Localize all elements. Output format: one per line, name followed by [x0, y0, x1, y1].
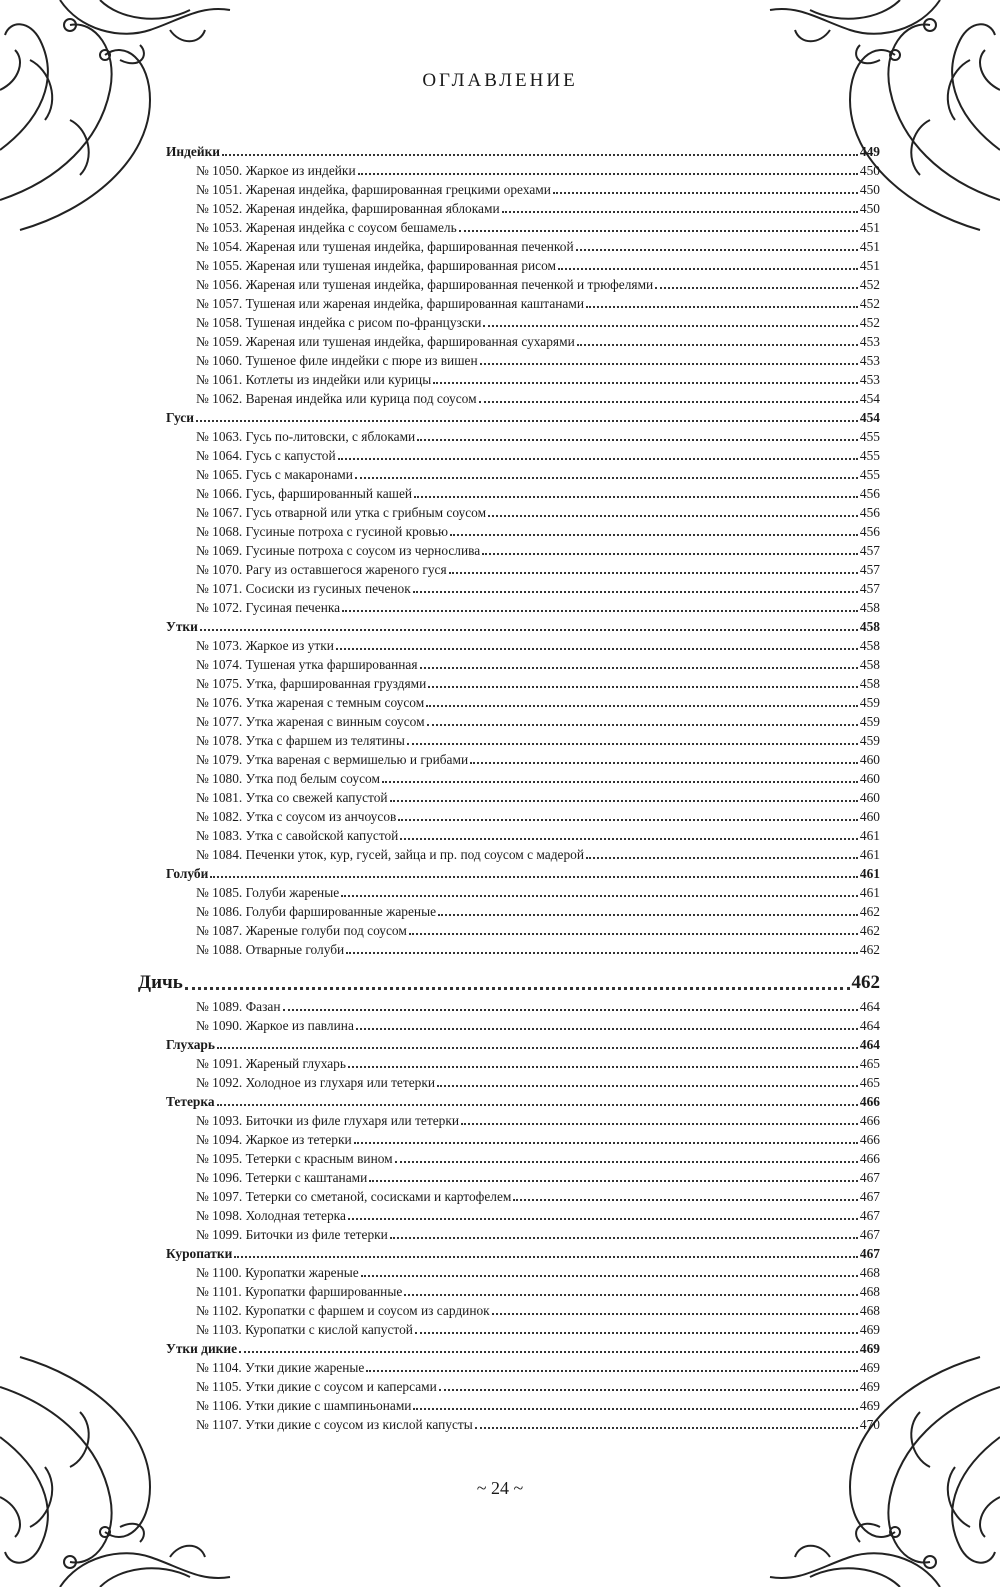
toc-entry: [138, 522, 880, 541]
toc-entry-label: № 1079. Утка вареная с вермишелью и грибами: [196, 752, 469, 767]
dot-leader: [558, 268, 858, 270]
page-title: ОГЛАВЛЕНИЕ: [422, 70, 578, 91]
toc-entry-label: № 1081. Утка со свежей капустой: [196, 790, 388, 805]
toc-entry-page: 458: [859, 676, 880, 691]
toc-entry-label: № 1101. Куропатки фаршированные: [196, 1284, 403, 1299]
dot-leader: [414, 496, 858, 498]
toc-entry-label: № 1062. Вареная индейка или курица под соусом: [196, 391, 477, 406]
dot-leader: [369, 1180, 858, 1182]
toc-entry: [138, 218, 880, 237]
toc-entry: [138, 1168, 880, 1187]
toc-entry-page: 451: [859, 220, 880, 235]
toc-entry: [138, 598, 880, 617]
dot-leader: [513, 1199, 858, 1201]
dot-leader: [427, 724, 858, 726]
toc-entry: [138, 845, 880, 864]
toc-entry: [138, 693, 880, 712]
dot-leader: [366, 1370, 858, 1372]
dot-leader: [390, 800, 858, 802]
dot-leader: [217, 1047, 858, 1049]
toc-entry-label: Гуси: [166, 410, 194, 425]
toc-entry: [138, 1111, 880, 1130]
toc-entry-page: 467: [859, 1208, 880, 1223]
toc-entry-page: 469: [859, 1398, 880, 1413]
toc-entry-page: 470: [859, 1417, 880, 1432]
toc-entry: [138, 541, 880, 560]
dot-leader: [283, 1009, 858, 1011]
toc-category: [138, 1244, 880, 1263]
toc-entry-page: 452: [859, 277, 880, 292]
toc-entry: [138, 1073, 880, 1092]
dot-leader: [482, 553, 858, 555]
toc-entry: [138, 883, 880, 902]
dot-leader: [413, 591, 858, 593]
toc-entry: [138, 807, 880, 826]
toc-entry-label: № 1083. Утка с савойской капустой: [196, 828, 399, 843]
toc-entry-page: 460: [859, 771, 880, 786]
dot-leader: [492, 1313, 858, 1315]
toc-entry: [138, 1320, 880, 1339]
toc-entry-page: 462: [851, 972, 880, 993]
toc-entry: [138, 389, 880, 408]
toc-entry: [138, 161, 880, 180]
toc-entry: [138, 1016, 880, 1035]
toc-entry: [138, 731, 880, 750]
toc-entry-label: № 1065. Гусь с макаронами: [196, 467, 353, 482]
toc-entry-label: № 1090. Жаркое из павлина: [196, 1018, 354, 1033]
toc-entry: [138, 826, 880, 845]
toc-entry-label: Утки дикие: [166, 1341, 238, 1356]
toc-entry-label: № 1103. Куропатки с кислой капустой: [196, 1322, 413, 1337]
toc-entry: [138, 769, 880, 788]
toc-entry-label: № 1094. Жаркое из тетерки: [196, 1132, 352, 1147]
toc-entry: [138, 332, 880, 351]
toc-entry-label: № 1102. Куропатки с фаршем и соусом из сардинок: [196, 1303, 490, 1318]
toc-entry-label: № 1059. Жареная или тушеная индейка, фаршированная сухарями: [196, 334, 575, 349]
dot-leader: [409, 933, 858, 935]
dot-leader: [407, 743, 858, 745]
toc-entry-page: 467: [859, 1246, 880, 1261]
toc-entry-label: № 1056. Жареная или тушеная индейка, фаршированная печенкой и трюфелями: [196, 277, 654, 292]
toc-entry-label: № 1070. Рагу из оставшегося жареного гуся: [196, 562, 447, 577]
dot-leader: [479, 401, 858, 403]
dot-leader: [415, 1332, 858, 1334]
toc-entry-label: № 1107. Утки дикие с соусом из кислой капусты: [196, 1417, 473, 1432]
toc-entry-page: 459: [859, 714, 880, 729]
toc-entry-label: № 1061. Котлеты из индейки или курицы: [196, 372, 432, 387]
page-number: ~ 24 ~: [476, 1478, 524, 1498]
dot-leader: [437, 1085, 858, 1087]
toc-entry-page: 466: [859, 1132, 880, 1147]
toc-category: [138, 1035, 880, 1054]
dot-leader: [553, 192, 858, 194]
toc-entry-page: 457: [859, 562, 880, 577]
toc-entry-label: № 1088. Отварные голуби: [196, 942, 345, 957]
toc-entry: [138, 1358, 880, 1377]
toc-entry: [138, 1149, 880, 1168]
table-of-contents: [138, 142, 880, 1434]
toc-entry-label: № 1067. Гусь отварной или утка с грибным соусом: [196, 505, 487, 520]
toc-entry: [138, 636, 880, 655]
toc-entry: [138, 1396, 880, 1415]
toc-entry-label: № 1054. Жареная или тушеная индейка, фаршированная печенкой: [196, 239, 574, 254]
toc-entry-page: 467: [859, 1170, 880, 1185]
toc-entry-page: 455: [859, 467, 880, 482]
toc-entry: [138, 351, 880, 370]
toc-entry-label: № 1106. Утки дикие с шампиньонами: [196, 1398, 412, 1413]
dot-leader: [217, 1104, 858, 1106]
dot-leader: [390, 1237, 858, 1239]
toc-entry-label: Утки: [166, 619, 198, 634]
toc-entry-page: 460: [859, 790, 880, 805]
toc-entry: [138, 465, 880, 484]
toc-entry-label: № 1063. Гусь по-литовски, с яблоками: [196, 429, 416, 444]
toc-entry-label: Индейки: [166, 144, 220, 159]
toc-entry-page: 459: [859, 733, 880, 748]
dot-leader: [586, 857, 858, 859]
toc-entry-label: № 1091. Жареный глухарь: [196, 1056, 346, 1071]
toc-entry-label: № 1089. Фазан: [196, 999, 281, 1014]
dot-leader: [480, 363, 858, 365]
toc-entry-label: № 1092. Холодное из глухаря или тетерки: [196, 1075, 436, 1090]
toc-entry-page: 469: [859, 1379, 880, 1394]
toc-entry: [138, 370, 880, 389]
toc-entry-page: 469: [859, 1322, 880, 1337]
dot-leader: [576, 249, 858, 251]
dot-leader: [655, 287, 858, 289]
dot-leader: [348, 1066, 858, 1068]
dot-leader: [417, 439, 858, 441]
toc-entry: [138, 199, 880, 218]
toc-section: [138, 969, 880, 997]
dot-leader: [404, 1294, 858, 1296]
toc-entry-page: 451: [859, 258, 880, 273]
toc-entry-page: 458: [859, 638, 880, 653]
dot-leader: [185, 987, 850, 990]
dot-leader: [398, 819, 858, 821]
toc-entry: [138, 446, 880, 465]
toc-entry: [138, 484, 880, 503]
toc-entry: [138, 1263, 880, 1282]
toc-entry-label: № 1082. Утка с соусом из анчоусов: [196, 809, 397, 824]
toc-entry-label: Голуби: [166, 866, 209, 881]
toc-entry-page: 452: [859, 296, 880, 311]
toc-entry: [138, 579, 880, 598]
toc-entry-page: 451: [859, 239, 880, 254]
toc-category: [138, 1092, 880, 1111]
toc-entry-label: № 1076. Утка жареная с темным соусом: [196, 695, 425, 710]
toc-category: [138, 617, 880, 636]
toc-entry-page: 453: [859, 372, 880, 387]
toc-entry-label: Глухарь: [166, 1037, 215, 1052]
dot-leader: [502, 211, 858, 213]
dot-leader: [356, 1028, 858, 1030]
toc-entry-page: 449: [859, 144, 880, 159]
dot-leader: [355, 477, 858, 479]
toc-entry-label: № 1098. Холодная тетерка: [196, 1208, 346, 1223]
toc-entry-label: № 1074. Тушеная утка фаршированная: [196, 657, 418, 672]
dot-leader: [470, 762, 858, 764]
toc-entry-page: 462: [859, 942, 880, 957]
toc-entry-label: № 1053. Жареная индейка с соусом бешамель: [196, 220, 457, 235]
dot-leader: [488, 515, 858, 517]
toc-entry-page: 461: [859, 828, 880, 843]
dot-leader: [382, 781, 858, 783]
toc-entry-label: № 1099. Биточки из филе тетерки: [196, 1227, 388, 1242]
dot-leader: [346, 952, 858, 954]
toc-entry-page: 464: [859, 1018, 880, 1033]
toc-entry-page: 453: [859, 334, 880, 349]
toc-entry-page: 455: [859, 429, 880, 444]
toc-entry-page: 456: [859, 505, 880, 520]
toc-entry-page: 459: [859, 695, 880, 710]
toc-category: [138, 864, 880, 883]
dot-leader: [210, 876, 858, 878]
toc-entry-page: 450: [859, 163, 880, 178]
dot-leader: [450, 534, 858, 536]
toc-entry-label: № 1087. Жареные голуби под соусом: [196, 923, 407, 938]
toc-entry-page: 468: [859, 1284, 880, 1299]
toc-entry-label: № 1073. Жаркое из утки: [196, 638, 334, 653]
toc-entry-page: 460: [859, 752, 880, 767]
dot-leader: [222, 154, 858, 156]
toc-entry-page: 458: [859, 657, 880, 672]
dot-leader: [200, 629, 858, 631]
toc-entry-page: 452: [859, 315, 880, 330]
toc-entry-page: 466: [859, 1151, 880, 1166]
toc-entry: [138, 256, 880, 275]
toc-entry-page: 464: [859, 999, 880, 1014]
toc-entry: [138, 1282, 880, 1301]
dot-leader: [428, 686, 858, 688]
dot-leader: [348, 1218, 858, 1220]
dot-leader: [400, 838, 858, 840]
toc-entry-label: № 1093. Биточки из филе глухаря или тетерки: [196, 1113, 460, 1128]
toc-entry-page: 462: [859, 923, 880, 938]
dot-leader: [483, 325, 857, 327]
toc-entry-page: 457: [859, 543, 880, 558]
toc-entry-page: 467: [859, 1227, 880, 1242]
toc-entry-page: 450: [859, 201, 880, 216]
toc-entry: [138, 1301, 880, 1320]
toc-entry-page: 469: [859, 1341, 880, 1356]
toc-entry-label: Тетерка: [166, 1094, 215, 1109]
dot-leader: [586, 306, 858, 308]
toc-entry: [138, 940, 880, 959]
dot-leader: [438, 914, 858, 916]
toc-entry: [138, 180, 880, 199]
toc-entry-page: 460: [859, 809, 880, 824]
dot-leader: [426, 705, 858, 707]
toc-entry-page: 464: [859, 1037, 880, 1052]
toc-entry-page: 461: [859, 885, 880, 900]
toc-entry: [138, 427, 880, 446]
toc-entry-label: № 1086. Голуби фаршированные жареные: [196, 904, 437, 919]
toc-entry-page: 453: [859, 353, 880, 368]
toc-entry-label: № 1058. Тушеная индейка с рисом по-французски: [196, 315, 482, 330]
dot-leader: [449, 572, 858, 574]
dot-leader: [358, 173, 858, 175]
toc-entry-label: № 1051. Жареная индейка, фаршированная грецкими орехами: [196, 182, 551, 197]
toc-entry-label: № 1072. Гусиная печенка: [196, 600, 341, 615]
toc-entry: [138, 1225, 880, 1244]
dot-leader: [342, 610, 858, 612]
toc-entry-label: № 1097. Тетерки со сметаной, сосисками и картофелем: [196, 1189, 512, 1204]
toc-entry: [138, 275, 880, 294]
toc-entry-page: 467: [859, 1189, 880, 1204]
toc-entry-page: 454: [859, 391, 880, 406]
toc-category: [138, 1339, 880, 1358]
toc-entry: [138, 674, 880, 693]
toc-entry-label: № 1077. Утка жареная с винным соусом: [196, 714, 425, 729]
toc-entry-label: № 1052. Жареная индейка, фаршированная яблоками: [196, 201, 500, 216]
toc-entry-label: № 1068. Гусиные потроха с гусиной кровью: [196, 524, 448, 539]
dot-leader: [459, 230, 858, 232]
toc-entry-page: 454: [859, 410, 880, 425]
toc-entry-page: 465: [859, 1056, 880, 1071]
toc-entry: [138, 712, 880, 731]
toc-entry-page: 456: [859, 524, 880, 539]
toc-entry-label: № 1085. Голуби жареные: [196, 885, 340, 900]
toc-entry: [138, 1377, 880, 1396]
toc-entry-label: № 1095. Тетерки с красным вином: [196, 1151, 393, 1166]
dot-leader: [420, 667, 858, 669]
toc-entry: [138, 503, 880, 522]
toc-entry-label: № 1069. Гусиные потроха с соусом из чернослива: [196, 543, 481, 558]
dot-leader: [341, 895, 858, 897]
dot-leader: [234, 1256, 858, 1258]
toc-entry-page: 462: [859, 904, 880, 919]
dot-leader: [354, 1142, 858, 1144]
toc-entry-page: 468: [859, 1265, 880, 1280]
dot-leader: [433, 382, 858, 384]
dot-leader: [439, 1389, 858, 1391]
toc-entry-label: № 1100. Куропатки жареные: [196, 1265, 359, 1280]
toc-entry-page: 466: [859, 1113, 880, 1128]
toc-entry: [138, 560, 880, 579]
toc-entry: [138, 313, 880, 332]
toc-entry: [138, 750, 880, 769]
toc-entry: [138, 1415, 880, 1434]
toc-entry-page: 461: [859, 866, 880, 881]
toc-entry-label: № 1096. Тетерки с каштанами: [196, 1170, 368, 1185]
toc-entry: [138, 237, 880, 256]
toc-entry-label: № 1060. Тушеное филе индейки с пюре из вишен: [196, 353, 478, 368]
toc-entry-label: № 1066. Гусь, фаршированный кашей: [196, 486, 413, 501]
toc-entry-page: 466: [859, 1094, 880, 1109]
toc-entry-label: № 1075. Утка, фаршированная груздями: [196, 676, 427, 691]
toc-entry-page: 469: [859, 1360, 880, 1375]
toc-entry-label: № 1050. Жаркое из индейки: [196, 163, 356, 178]
toc-entry-label: № 1078. Утка с фаршем из телятины: [196, 733, 405, 748]
toc-entry-label: № 1064. Гусь с капустой: [196, 448, 336, 463]
toc-entry: [138, 1054, 880, 1073]
toc-entry-page: 450: [859, 182, 880, 197]
dot-leader: [336, 648, 858, 650]
toc-entry: [138, 1206, 880, 1225]
toc-entry: [138, 997, 880, 1016]
dot-leader: [475, 1427, 858, 1429]
toc-entry-label: № 1084. Печенки уток, кур, гусей, зайца и пр. под соусом с мадерой: [196, 847, 585, 862]
toc-entry-page: 458: [859, 600, 880, 615]
toc-category: [138, 408, 880, 427]
toc-entry-label: Куропатки: [166, 1246, 233, 1261]
toc-entry-label: № 1080. Утка под белым соусом: [196, 771, 380, 786]
dot-leader: [338, 458, 858, 460]
dot-leader: [361, 1275, 858, 1277]
dot-leader: [461, 1123, 858, 1125]
toc-entry-page: 456: [859, 486, 880, 501]
toc-entry-page: 465: [859, 1075, 880, 1090]
toc-entry-label: Дичь: [138, 972, 183, 993]
toc-entry-label: № 1057. Тушеная или жареная индейка, фаршированная каштанами: [196, 296, 585, 311]
toc-entry: [138, 1130, 880, 1149]
toc-entry-label: № 1104. Утки дикие жареные: [196, 1360, 365, 1375]
dot-leader: [413, 1408, 857, 1410]
toc-entry-page: 457: [859, 581, 880, 596]
dot-leader: [196, 420, 858, 422]
toc-entry-label: № 1055. Жареная или тушеная индейка, фаршированная рисом: [196, 258, 557, 273]
toc-entry-page: 461: [859, 847, 880, 862]
toc-entry-label: № 1071. Сосиски из гусиных печенок: [196, 581, 411, 596]
toc-entry: [138, 921, 880, 940]
toc-entry: [138, 1187, 880, 1206]
toc-entry-page: 455: [859, 448, 880, 463]
dot-leader: [395, 1161, 858, 1163]
toc-entry-page: 468: [859, 1303, 880, 1318]
dot-leader: [239, 1351, 858, 1353]
toc-category: [138, 142, 880, 161]
toc-entry: [138, 294, 880, 313]
toc-entry-label: № 1105. Утки дикие с соусом и каперсами: [196, 1379, 437, 1394]
toc-entry: [138, 902, 880, 921]
toc-entry: [138, 788, 880, 807]
dot-leader: [577, 344, 858, 346]
toc-entry: [138, 655, 880, 674]
toc-entry-page: 458: [859, 619, 880, 634]
